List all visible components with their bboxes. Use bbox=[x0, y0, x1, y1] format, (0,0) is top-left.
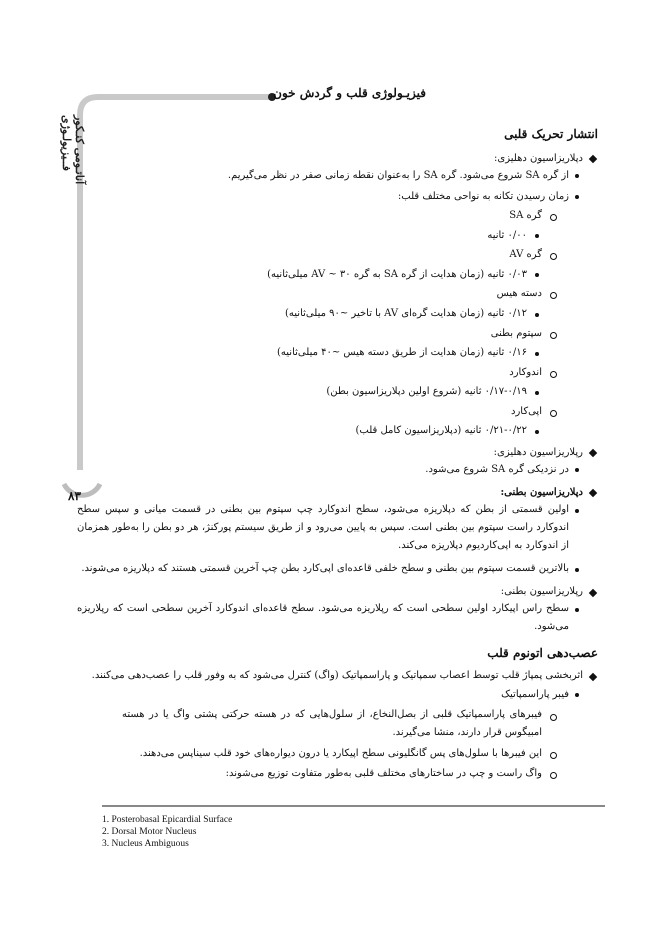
atrial-repol-label: رپلاریزاسیون دهلیزی: bbox=[493, 447, 583, 458]
vent-depol-label: دپلاریزاسیون بطنی: bbox=[500, 487, 583, 498]
vent-repol-text: سطح راس اپیکارد اولین سطحی است که رپلاریزه می‌شود. سطح قاعده‌ای اندوکارد آخرین سطحی است که رپلاریزه می‌شود. bbox=[77, 603, 569, 632]
bullet-dot bbox=[535, 391, 539, 395]
endo-time: ۰/۱۷-۰/۱۹ ثانیه (شروع اولین دپلاریزاسیون بطن) bbox=[326, 386, 527, 397]
bullet-circle bbox=[550, 214, 557, 221]
vent-depol-text: اولین قسمتی از بطن که دپلاریزه می‌شود، سطح اندوکارد چپ سپتوم بین بطنی در قسمت میانی و سپس سطح اندوکارد راست سپتوم بین بطنی است. سپس به پایین می‌رود و از طریق سیستم پورکنژ، هر دو بطن را به‌طور همزمان از اندوکارد به اپی‌کاردیوم دپلاریزه می‌کند. bbox=[77, 504, 569, 551]
bullet-circle bbox=[550, 714, 557, 721]
bullet-dot bbox=[535, 430, 539, 434]
atrial-depol-label: دپلاریزاسیون دهلیزی: bbox=[494, 153, 583, 164]
header-title: فیزیـولوژی قلب و گردش خون bbox=[273, 86, 426, 100]
av-node-time: ۰/۰۳ ثانیه (زمان هدایت از گره SA به گره AV ~ ۳۰ میلی‌ثانیه) bbox=[267, 269, 527, 280]
sa-node-time: ۰/۰۰ ثانیه bbox=[487, 230, 527, 241]
footnote-1: 1. Posterobasal Epicardial Surface bbox=[102, 815, 233, 825]
section2-title: عصب‌دهی اتونوم قلب bbox=[487, 646, 598, 660]
autonomic-intro: اثربخشی پمپاژ قلب توسط اعصاب سمپاتیک و پاراسمپاتیک (واگ) کنترل می‌شود که به وفور قلب را عصب‌دهی می‌کنند. bbox=[91, 670, 583, 681]
bullet-circle bbox=[550, 410, 557, 417]
bullet-dot bbox=[575, 195, 579, 199]
epi-label: اپی‌کارد bbox=[511, 406, 542, 417]
endo-label: اندوکارد bbox=[509, 367, 542, 378]
bullet-dot bbox=[575, 568, 579, 572]
parasymp-origin: فیبرهای پاراسمپاتیک قلبی از بصل‌النخاع، از سلول‌هایی که در هسته حرکتی پشتی واگ یا در هسته امبیگوس قرار دارند، منشا می‌گیرند. bbox=[122, 709, 542, 738]
bullet-dot bbox=[535, 234, 539, 238]
bullet-dot bbox=[575, 509, 579, 513]
bullet-circle bbox=[550, 332, 557, 339]
bullet-circle bbox=[550, 292, 557, 299]
footnote-2: 2. Dorsal Motor Nucleus bbox=[102, 827, 197, 837]
vent-depol-last: بالاترین قسمت سپتوم بین بطنی و سطح خلفی قاعده‌ای اپی‌کارد بطن چپ آخرین قسمتی هستند که دپلاریزه می‌شوند. bbox=[81, 563, 569, 574]
bullet-dot bbox=[575, 608, 579, 612]
sa-node-label: گره SA bbox=[509, 210, 542, 221]
side-label: آناتـومی کنـکور فــیزیولـوژی bbox=[60, 115, 86, 185]
bullet-circle bbox=[550, 752, 557, 759]
bullet-dot bbox=[535, 352, 539, 356]
page-number: ۸۳ bbox=[68, 489, 81, 503]
bullet-dot bbox=[535, 273, 539, 277]
parasymp-label: فیبر پاراسمپاتیک bbox=[501, 689, 569, 700]
bullet-dot bbox=[575, 693, 579, 697]
arrival-intro-text: زمان رسیدن تکانه به نواحی مختلف قلب: bbox=[397, 191, 569, 202]
septum-label: سپتوم بطنی bbox=[490, 328, 542, 339]
bullet-circle bbox=[550, 371, 557, 378]
section-title: انتشار تحریک قلبی bbox=[504, 127, 598, 141]
bullet-circle bbox=[550, 772, 557, 779]
his-time: ۰/۱۲ ثانیه (زمان هدایت گره‌ای AV با تاخیر ~۹۰ میلی‌ثانیه) bbox=[285, 308, 527, 319]
av-node-label: گره AV bbox=[509, 249, 542, 260]
vagus-distribution: واگ راست و چپ در ساختارهای مختلف قلبی به‌طور متفاوت توزیع می‌شوند: bbox=[225, 768, 542, 779]
bullet-dot bbox=[575, 468, 579, 472]
septum-time: ۰/۱۶ ثانیه (زمان هدایت از طریق دسته هیس ~۴۰ میلی‌ثانیه) bbox=[277, 347, 527, 358]
sa-start-text: از گره SA شروع می‌شود. گره SA را به‌عنوان نقطه زمانی صفر در نظر می‌گیریم. bbox=[227, 170, 569, 181]
epi-time: ۰/۲۱-۰/۲۲ ثانیه (دپلاریزاسیون کامل قلب) bbox=[355, 425, 527, 436]
vent-repol-label: رپلاریزاسیون بطنی: bbox=[500, 586, 583, 597]
bullet-dot bbox=[535, 313, 539, 317]
bullet-dot bbox=[575, 174, 579, 178]
bullet-circle bbox=[550, 253, 557, 260]
his-label: دسته هیس bbox=[496, 288, 542, 299]
atrial-repol-text: در نزدیکی گره SA شروع می‌شود. bbox=[425, 464, 569, 475]
parasymp-synapse: این فیبرها با سلول‌های پس گانگلیونی سطح اپیکارد یا درون دیواره‌های خود قلب سیناپس می‌دهند. bbox=[139, 748, 542, 759]
footnote-3: 3. Nucleus Ambiguous bbox=[102, 839, 189, 849]
